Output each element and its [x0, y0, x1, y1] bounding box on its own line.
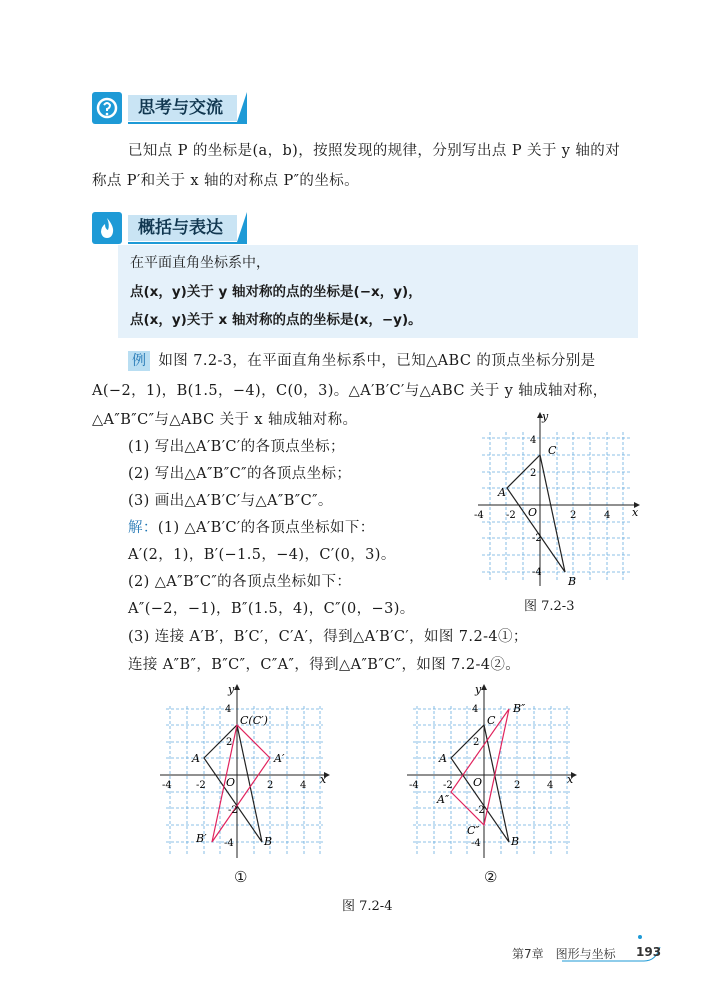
tick-label: -4 [471, 838, 481, 849]
example-line2: A(−2，1)，B(1.5，−4)，C(0，3)。△A′B′C′与△ABC 关于 y 轴成轴对称， [92, 383, 608, 399]
vertex-c: C [487, 714, 496, 727]
vertex-b: B [264, 835, 273, 848]
figure-caption: 图 7.2-4 [342, 899, 393, 914]
solution-label: 解： [128, 520, 158, 536]
solution-line3: (2) △A″B″C″的各顶点坐标如下： [128, 574, 352, 590]
example-text: 如图 7.2-3，在平面直角坐标系中，已知△ABC 的顶点坐标分别是 [158, 353, 596, 369]
axis-y-label: y [228, 683, 235, 696]
vertex-a-double-prime: A″ [437, 793, 450, 806]
tick-label: 4 [472, 704, 479, 715]
page-number: 193 [636, 945, 662, 959]
question-3: (3) 画出△A′B′C′与△A″B″C″。 [128, 493, 333, 509]
solution-line1 [128, 513, 375, 543]
tick-label: 2 [267, 780, 274, 791]
axis-x-label: x [320, 773, 327, 786]
axis-x-label: x [567, 773, 574, 786]
section-banner-summary [92, 212, 252, 244]
tick-label: 2 [473, 737, 480, 748]
vertex-a: A [192, 752, 200, 765]
solution-line6: 连接 A″B″，B″C″，C″A″，得到△A″B″C″，如图 7.2-4②。 [128, 657, 521, 673]
vertex-a: A [498, 486, 506, 499]
vertex-b: B [568, 575, 577, 588]
tick-label: 2 [570, 510, 577, 521]
figure-caption: 图 7.2-3 [524, 599, 575, 614]
tick-label: -4 [532, 567, 542, 578]
summary-rule-y: 点(x，y)关于 y 轴对称的点的坐标是(−x，y)， [130, 284, 422, 300]
tick-label: 2 [226, 737, 233, 748]
subfigure-label: ② [484, 868, 498, 886]
tick-label: 4 [225, 704, 232, 715]
vertex-c: C(C′) [240, 714, 268, 727]
axis-y-label: y [542, 410, 549, 423]
tick-label: -2 [475, 805, 485, 816]
figure-7-2-3 [470, 410, 640, 590]
vertex-a: A [439, 752, 447, 765]
origin-label: O [473, 776, 483, 789]
section-title: 概括与表达 [128, 215, 237, 241]
example-line1 [128, 346, 596, 376]
tick-label: 4 [604, 510, 611, 521]
summary-box [118, 245, 638, 338]
tick-label: -2 [196, 780, 206, 791]
solution-line4: A″(−2，−1)，B″(1.5，4)，C″(0，−3)。 [128, 601, 415, 617]
tick-label: 2 [514, 780, 521, 791]
example-tag: 例 [128, 351, 150, 371]
vertex-b-prime: B′ [196, 832, 207, 845]
summary-line: 在平面直角坐标系中， [130, 255, 270, 271]
question-1: (1) 写出△A′B′C′的各顶点坐标； [128, 439, 345, 455]
flame-icon [92, 212, 122, 244]
solution-line5: (3) 连接 A′B′，B′C′，C′A′，得到△A′B′C′，如图 7.2-4①； [128, 629, 528, 645]
tick-label: -2 [443, 780, 453, 791]
tick-label: 2 [530, 468, 537, 479]
vertex-b-double-prime: B″ [513, 702, 526, 715]
origin-label: O [528, 506, 538, 519]
axis-x-label: x [632, 506, 639, 519]
origin-label: O [226, 776, 236, 789]
question-2: (2) 写出△A″B″C″的各顶点坐标； [128, 466, 352, 482]
vertex-c: C [548, 444, 557, 457]
solution-text: (1) △A′B′C′的各顶点坐标如下： [157, 520, 375, 536]
vertex-b: B [511, 835, 520, 848]
tick-label: -2 [532, 533, 542, 544]
tick-label: -4 [474, 510, 484, 521]
chapter-label: 第7章 图形与坐标 [512, 947, 616, 961]
figure-7-2-4-1 [158, 682, 333, 862]
figure-7-2-4-2 [405, 682, 580, 862]
section-title: 思考与交流 [128, 95, 237, 121]
thought-icon [92, 92, 122, 124]
tick-label: -2 [228, 805, 238, 816]
summary-rule-x: 点(x，y)关于 x 轴对称的点的坐标是(x，−y)。 [130, 312, 422, 328]
solution-line2: A′(2，1)，B′(−1.5，−4)，C′(0，3)。 [128, 547, 396, 563]
axis-y-label: y [475, 683, 482, 696]
vertex-a-prime: A′ [274, 752, 285, 765]
vertex-c-double-prime: C″ [467, 824, 480, 837]
tick-label: -4 [409, 780, 419, 791]
section1-text-line1: 已知点 P 的坐标是(a，b)，按照发现的规律，分别写出点 P 关于 y 轴的对 [128, 143, 621, 159]
section-banner-think [92, 92, 252, 124]
tick-label: -4 [162, 780, 172, 791]
tick-label: 4 [547, 780, 554, 791]
subfigure-label: ① [234, 868, 248, 886]
tick-label: 4 [300, 780, 307, 791]
tick-label: 4 [530, 435, 537, 446]
tick-label: -4 [224, 838, 234, 849]
example-line3: △A″B″C″与△ABC 关于 x 轴成轴对称。 [92, 412, 358, 428]
tick-label: -2 [506, 510, 516, 521]
section1-text-line2: 称点 P′和关于 x 轴的对称点 P″的坐标。 [92, 173, 360, 189]
